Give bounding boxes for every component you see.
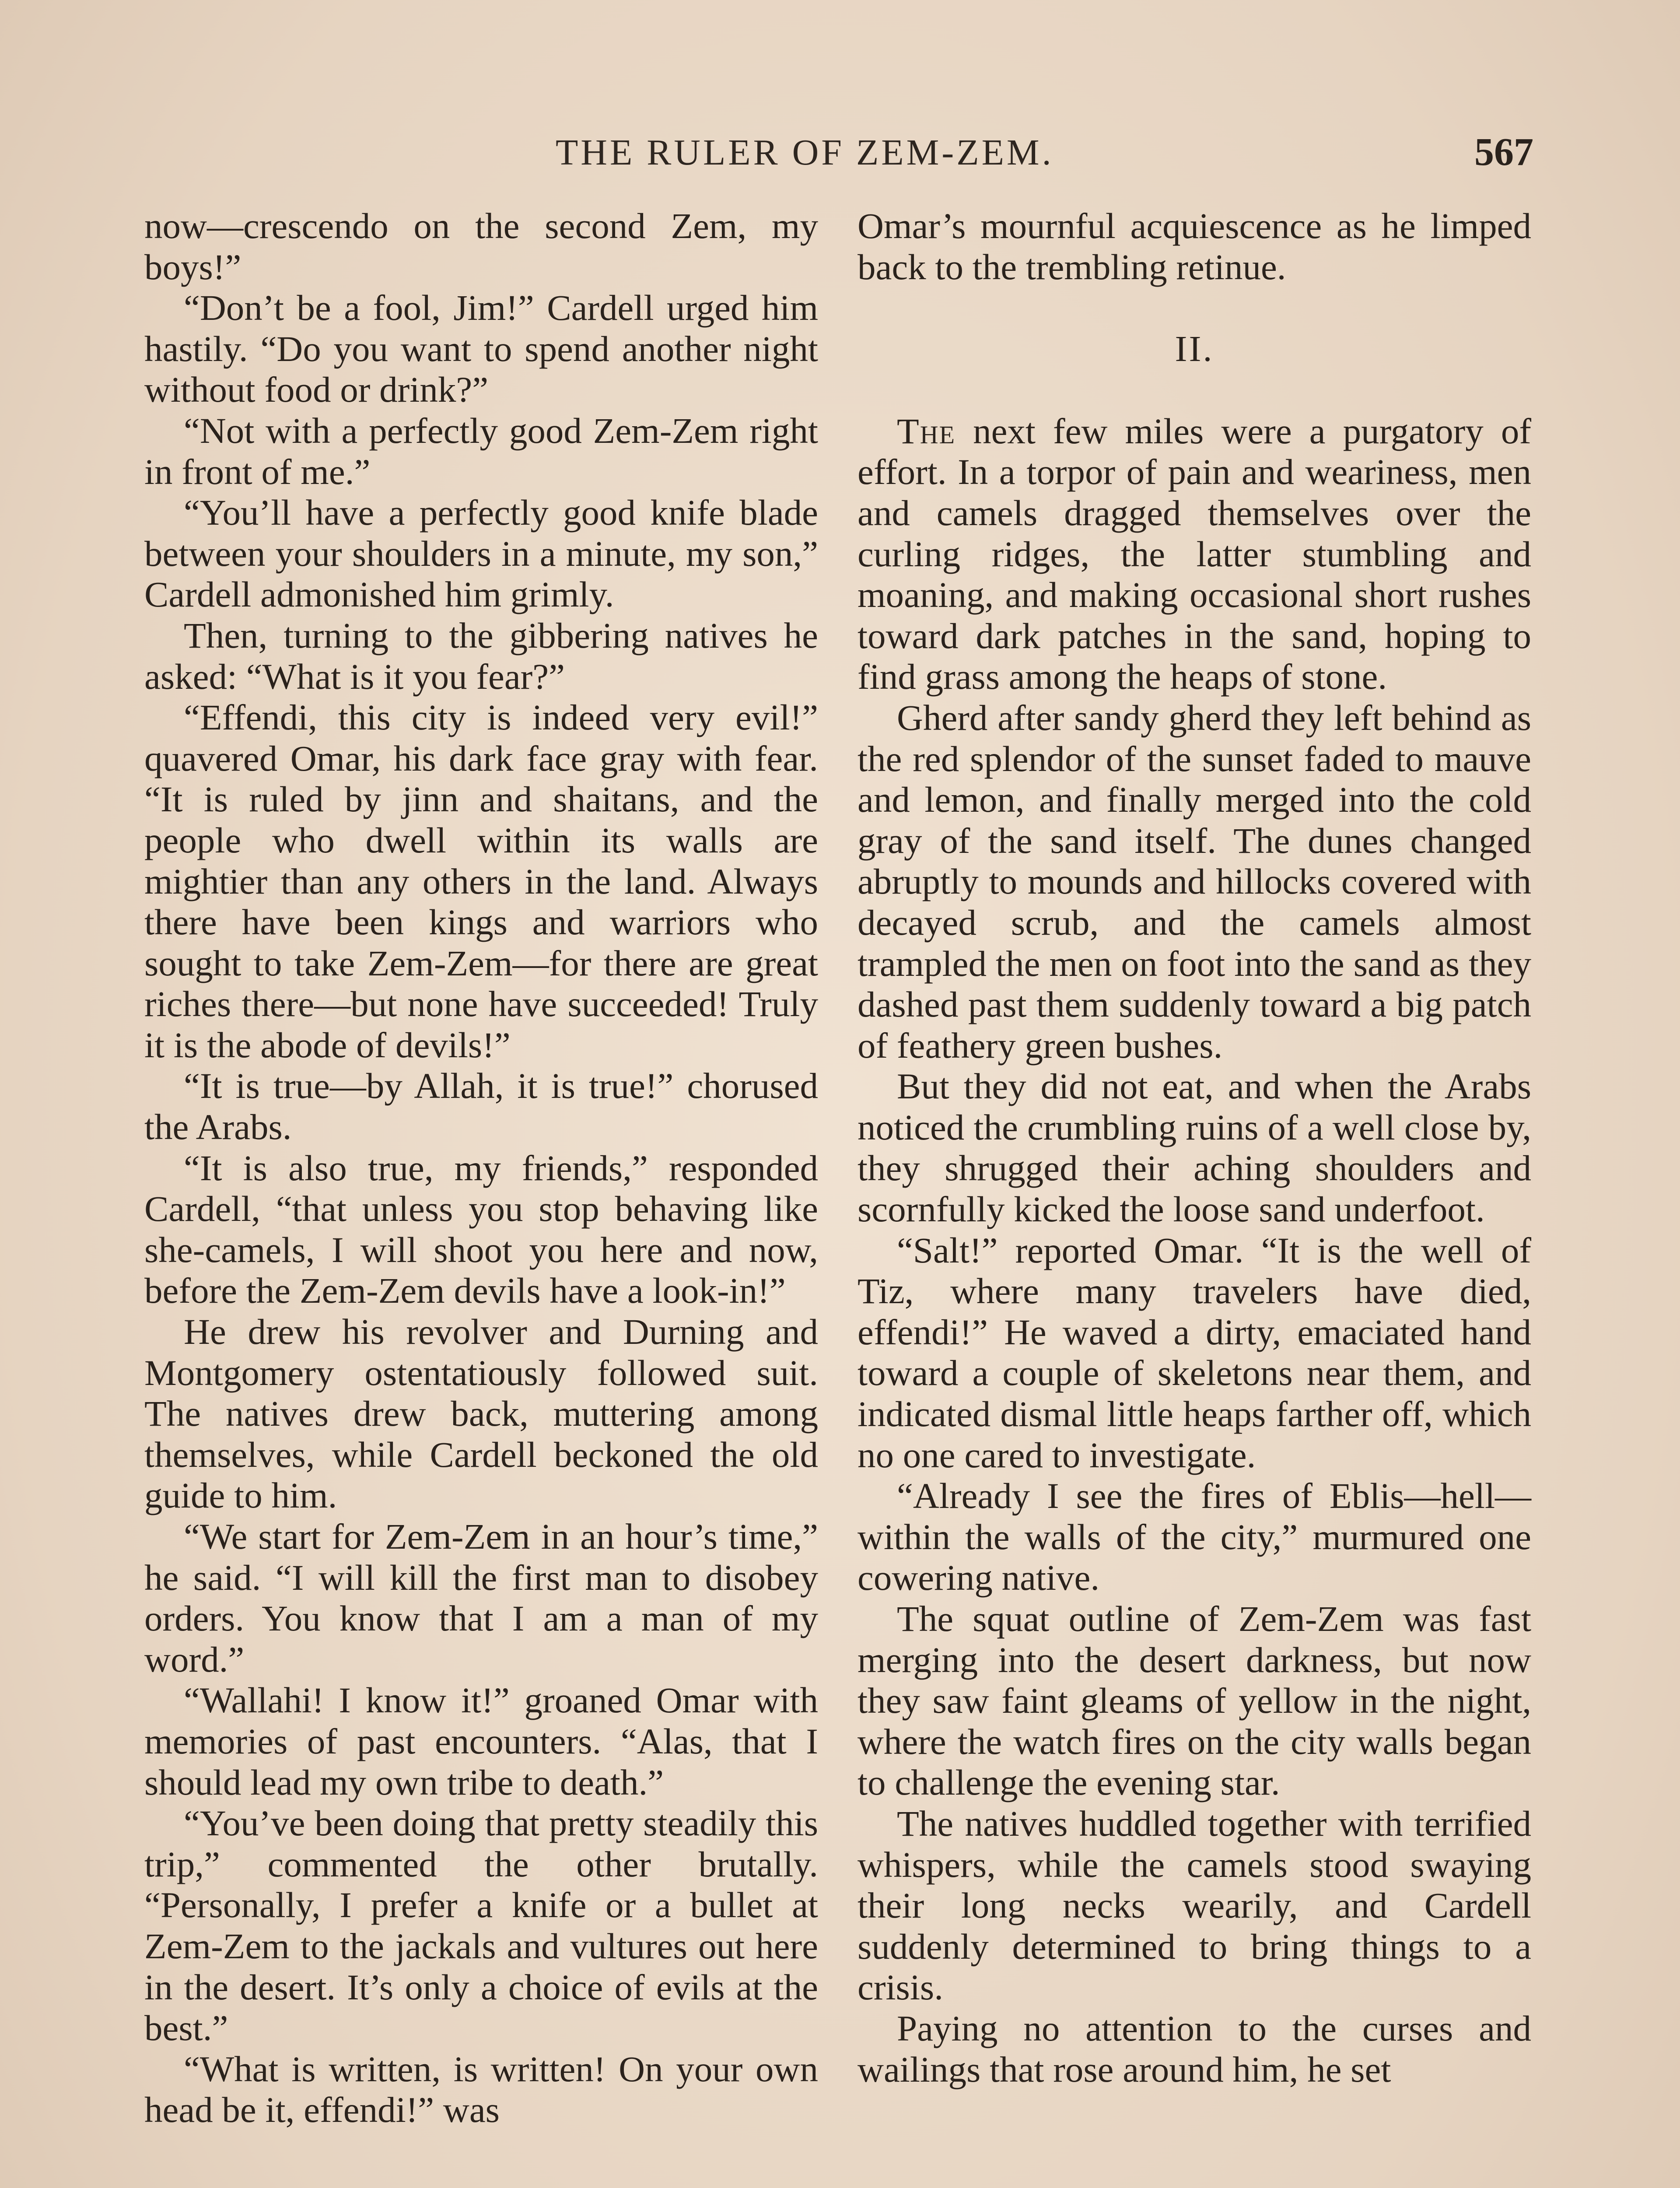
running-title: THE RULER OF ZEM-ZEM. bbox=[556, 132, 1054, 173]
paragraph: “We start for Zem-Zem in an hour’s time,” he said. “I will kill the first man to disobey orders. You know that I am a man of my word.” bbox=[144, 1516, 818, 1680]
page-number: 567 bbox=[1474, 130, 1533, 174]
paragraph: “What is written, is written! On your own head be it, effendi!” was bbox=[144, 2048, 818, 2130]
paragraph: “Wallahi! I know it!” groaned Omar with memories of past encounters. “Alas, that I should lead my own tribe to death.” bbox=[144, 1680, 818, 1802]
paragraph: The natives huddled together with terrified whispers, while the camels stood swaying their long necks wearily, and Cardell suddenly determined to bring things to a crisis. bbox=[858, 1803, 1531, 2008]
paragraph: now—crescendo on the second Zem, my boys!” bbox=[144, 206, 818, 287]
paragraph: But they did not eat, and when the Arabs noticed the crumbling ruins of a well close by, they shrugged their aching shoulders and scornfully kicked the loose sand underfoot. bbox=[858, 1066, 1531, 1230]
paragraph: He drew his revolver and Durning and Montgomery ostentatiously followed suit. The natives drew back, muttering among themselves, while Cardell beckoned the old guide to him. bbox=[144, 1311, 818, 1516]
paragraph: Gherd after sandy gherd they left behind as the red splendor of the sunset faded to mauve and lemon, and finally merged into the cold gray of the sand itself. The dunes changed abruptly to mounds and hillocks covered with decayed scrub, and the camels almost trampled the men on foot into the sand as they dashed past them suddenly toward a big patch of feathery green bushes. bbox=[858, 697, 1531, 1066]
paragraph: “Salt!” reported Omar. “It is the well of Tiz, where many travelers have died, effendi!” He waved a dirty, emaciated hand toward a couple of skeletons near them, and indicated dismal little heaps farther off, which no one cared to investigate. bbox=[858, 1230, 1531, 1475]
section-first-word: The bbox=[897, 410, 956, 451]
section-first-paragraph bbox=[858, 411, 1531, 698]
paragraph: “It is also true, my friends,” responded Cardell, “that unless you stop behaving like she-camels, I will shoot you here and now, before the Zem-Zem devils have a look-in!” bbox=[144, 1147, 818, 1311]
paragraph: “Don’t be a fool, Jim!” Cardell urged him hastily. “Do you want to spend another night without food or drink?” bbox=[144, 288, 818, 410]
paragraph: Paying no attention to the curses and wailings that rose around him, he set bbox=[858, 2008, 1531, 2090]
paragraph: “You’ve been doing that pretty steadily this trip,” commented the other brutally. “Personally, I prefer a knife or a bullet at Zem-Zem to the jackals and vultures out here in the desert. It’s only a choice of evils at the best.” bbox=[144, 1803, 818, 2048]
section-first-paragraph-text: next few miles were a purgatory of effort. In a torpor of pain and weariness, men and camels dragged themselves over the curling ridges, the latter stumbling and moaning, and making occasional short rushes toward dark patches in the sand, hoping to find grass among the heaps of stone. bbox=[858, 410, 1531, 697]
paragraph: “Not with a perfectly good Zem-Zem right in front of me.” bbox=[144, 410, 818, 492]
paragraph: “You’ll have a perfectly good knife blade between your shoulders in a minute, my son,” Cardell admonished him grimly. bbox=[144, 492, 818, 615]
paragraph: “It is true—by Allah, it is true!” chorused the Arabs. bbox=[144, 1066, 818, 1147]
section-heading: II. bbox=[1175, 329, 1214, 370]
paragraph: The squat outline of Zem-Zem was fast merging into the desert darkness, but now they saw faint gleams of yellow in the night, where the watch fires on the city walls began to challenge the evening star. bbox=[858, 1599, 1531, 1803]
right-column bbox=[858, 206, 1531, 2090]
paragraph: “Effendi, this city is indeed very evil!” quavered Omar, his dark face gray with fear. “It is ruled by jinn and shaitans, and the people who dwell within its walls are mightier than any others in the land. Always there have been kings and warriors who sought to take Zem-Zem—for there are great riches there—but none have succeeded! Truly it is the abode of devils!” bbox=[144, 697, 818, 1065]
left-column bbox=[144, 206, 818, 2131]
paragraph: “Already I see the fires of Eblis—hell—within the walls of the city,” murmured one cowering native. bbox=[858, 1476, 1531, 1598]
paragraph: Then, turning to the gibbering natives he asked: “What is it you fear?” bbox=[144, 615, 818, 697]
paragraph: Omar’s mournful acquiescence as he limped back to the trembling retinue. bbox=[858, 206, 1531, 287]
